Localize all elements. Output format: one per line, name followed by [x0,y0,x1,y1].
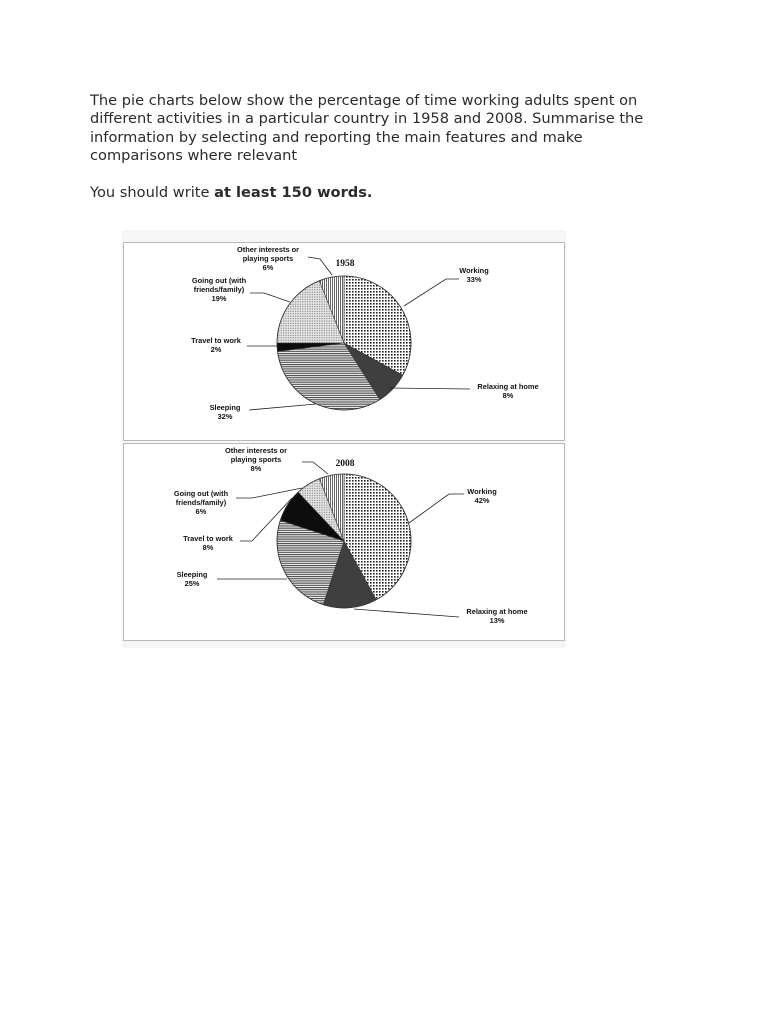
slice-category-label: friends/family) [175,498,227,507]
leader-line-going-out-with [236,488,302,498]
slice-category-label: playing sports [242,254,294,263]
chart-year-title: 1958 [335,259,355,269]
slice-category-label: Sleeping [209,403,241,412]
slice-category-label: playing sports [230,455,282,464]
word-count-requirement: at least 150 words. [214,184,373,201]
slice-category-label: Going out (with [173,489,229,498]
slice-percent-label: 25% [184,579,200,588]
slice-category-label: Travel to work [183,534,233,543]
leader-line-relaxing-at-home [354,609,459,617]
leader-line-working [404,279,459,306]
chart-year-title: 2008 [335,459,355,469]
pie-chart-2008 [123,443,565,641]
slice-category-label: Relaxing at home [477,382,539,391]
instruction-prefix: You should write [90,184,215,201]
pie-charts-figure [122,230,566,648]
slice-percent-label: 2% [210,345,222,354]
pie-chart-1958-svg [124,243,566,442]
leader-line-other-interests-or [308,257,332,275]
word-count-instruction [90,184,680,202]
leader-line-other-interests-or [302,462,328,474]
leader-line-relaxing-at-home [389,388,470,389]
slice-percent-label: 6% [195,507,207,516]
slice-percent-label: 8% [250,464,262,473]
leader-line-going-out-with [250,293,290,302]
slice-category-label: Relaxing at home [466,607,528,616]
slice-category-label: friends/family) [193,285,245,294]
slice-category-label: Working [467,487,497,496]
slice-percent-label: 42% [474,496,490,505]
leader-line-sleeping [249,404,316,410]
slice-percent-label: 8% [202,543,214,552]
slice-percent-label: 8% [502,391,514,400]
slice-category-label: Other interests or [236,245,300,254]
slice-percent-label: 19% [211,294,227,303]
slice-category-label: Working [459,266,489,275]
slice-category-label: Going out (with [191,276,247,285]
slice-category-label: Sleeping [176,570,208,579]
slice-percent-label: 13% [489,616,505,625]
task-prompt: The pie charts below show the percentage of time working adults spent on different activities in a particular country in 1958 and 2008. Summarise the information by selecting and reporting the main features and make comparisons where relevant [90,92,644,164]
slice-category-label: Other interests or [224,446,288,455]
pie-chart-1958 [123,242,565,441]
slice-percent-label: 32% [217,412,233,421]
slice-percent-label: 33% [466,275,482,284]
pie-chart-2008-svg [124,444,566,642]
slice-category-label: Travel to work [191,336,241,345]
leader-line-working [409,494,464,523]
slice-percent-label: 6% [262,263,274,272]
